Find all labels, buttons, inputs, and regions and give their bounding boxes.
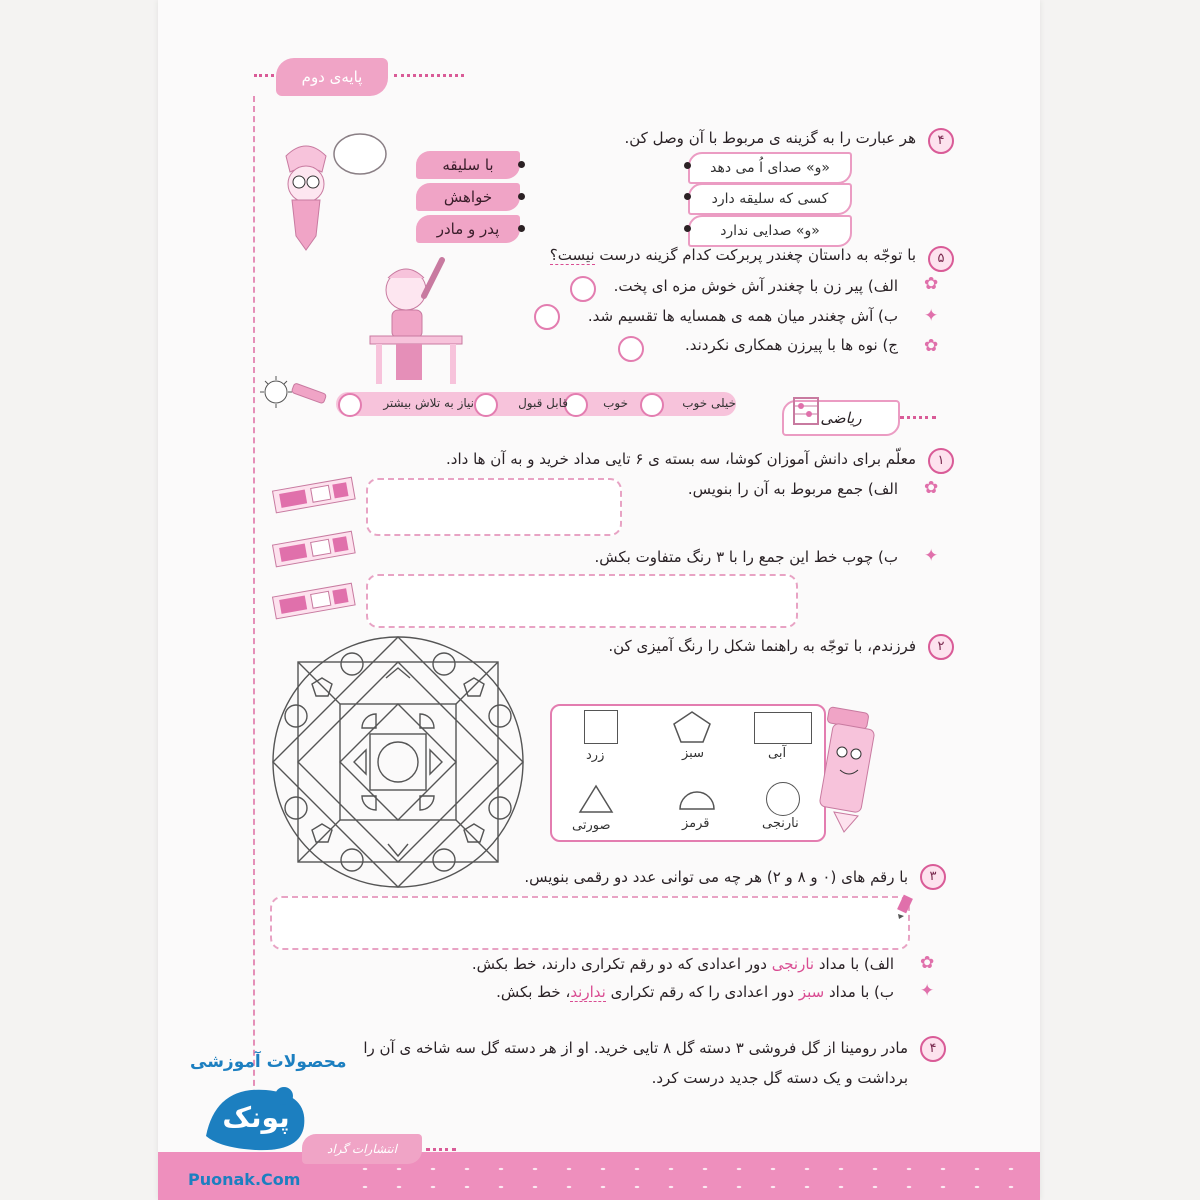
grade-label: پایه‌ی دوم bbox=[301, 68, 363, 86]
rating-option-1-label: خیلی خوب bbox=[682, 396, 736, 410]
match-dot-left-3[interactable] bbox=[518, 225, 525, 232]
header-dots-left bbox=[254, 74, 274, 85]
math-question-number-2: ۲ bbox=[928, 634, 954, 660]
m3-part-b-color: سبز bbox=[798, 983, 825, 1001]
rating-option-3-circle[interactable] bbox=[474, 393, 498, 417]
teacher-illustration bbox=[268, 126, 388, 256]
q5-option-a-circle[interactable] bbox=[570, 276, 596, 302]
rating-option-4-circle[interactable] bbox=[338, 393, 362, 417]
math-section-title: ریاضی bbox=[820, 409, 862, 427]
publisher-banner bbox=[302, 1134, 422, 1164]
q5-option-c-circle[interactable] bbox=[618, 336, 644, 362]
semicircle-shape-icon bbox=[678, 790, 716, 810]
star-icon: ✦ bbox=[924, 546, 939, 566]
q5-option-b: ب) آش چغندر میان همه ی همسایه ها تقسیم شد. bbox=[587, 307, 898, 325]
m3-part-a bbox=[472, 955, 894, 973]
m3-part-b-text-mid: دور اعدادی را که رقم تکراری bbox=[605, 983, 799, 1001]
watermark-url: Puonak.Com bbox=[188, 1170, 301, 1189]
pencil-character-illustration bbox=[814, 706, 884, 834]
legend-label-pink: صورتی bbox=[572, 818, 611, 833]
q5-option-b-circle[interactable] bbox=[534, 304, 560, 330]
match-left-item-2[interactable]: خواهش bbox=[416, 183, 520, 211]
footer-pattern-dots bbox=[348, 1160, 1038, 1196]
rating-option-2-label: خوب bbox=[603, 396, 628, 410]
q5-instruction-emphasis: نیست؟ bbox=[549, 246, 595, 264]
star-icon: ✿ bbox=[920, 953, 935, 973]
triangle-shape-icon bbox=[578, 784, 614, 814]
star-icon: ✿ bbox=[924, 336, 939, 356]
q5-option-c: ج) نوه ها با پیرزن همکاری نکردند. bbox=[684, 336, 898, 354]
square-shape-icon bbox=[584, 710, 618, 744]
pencil-icon bbox=[894, 894, 916, 920]
watermark-logo bbox=[196, 1076, 316, 1158]
math-question-number-4: ۴ bbox=[920, 1036, 946, 1062]
match-dot-right-1[interactable] bbox=[684, 162, 691, 169]
m3-part-b-text-end: ، خط بکش. bbox=[496, 983, 571, 1001]
workbook-page bbox=[158, 0, 1040, 1200]
abacus-icon bbox=[792, 396, 820, 426]
coloring-figure[interactable] bbox=[270, 634, 526, 890]
m3-instruction: با رقم های (۰ و ۸ و ۲) هر چه می توانی عدد دو رقمی بنویس. bbox=[524, 868, 908, 886]
m3-part-a-color: نارنجی bbox=[771, 955, 815, 973]
m3-part-b-text: ب) با مداد bbox=[824, 983, 894, 1001]
rating-option-1-circle[interactable] bbox=[640, 393, 664, 417]
m4-line-2: برداشت و یک دسته گل جدید درست کرد. bbox=[651, 1069, 908, 1087]
match-left-item-3[interactable]: پدر و مادر bbox=[416, 215, 520, 243]
student-illustration bbox=[366, 256, 466, 388]
header-dots-right bbox=[394, 74, 464, 85]
rating-option-3-label: قابل قبول bbox=[518, 396, 568, 410]
pencil-box-icon bbox=[268, 474, 360, 518]
pencil-box-icon bbox=[268, 580, 360, 624]
star-icon: ✿ bbox=[924, 478, 939, 498]
match-right-item-1[interactable]: «و» صدای اُ می دهد bbox=[688, 152, 852, 184]
m4-line-1: مادر رومینا از گل فروشی ۳ دسته گل ۸ تایی خرید. او از هر دسته گل سه شاخه ی آن را bbox=[363, 1039, 908, 1057]
m3-part-a-text: الف) با مداد bbox=[814, 955, 894, 973]
m1-instruction: معلّم برای دانش آموزان کوشا، سه بسته ی ۶ تایی مداد خرید و به آن ها داد. bbox=[446, 450, 916, 468]
m1-tally-answer-box[interactable] bbox=[366, 574, 798, 628]
q4-instruction: هر عبارت را به گزینه ی مربوط با آن وصل کن. bbox=[624, 129, 916, 147]
circle-shape-icon bbox=[766, 782, 800, 816]
rating-option-4-label: نیاز به تلاش بیشتر bbox=[383, 396, 474, 410]
math-question-number-1: ۱ bbox=[928, 448, 954, 474]
m1-sum-answer-box[interactable] bbox=[366, 478, 622, 536]
match-dot-right-3[interactable] bbox=[684, 225, 691, 232]
watermark-logo-text: پونک bbox=[222, 1100, 290, 1134]
m3-part-b-emphasis: ندارند bbox=[570, 983, 606, 1001]
q5-instruction-text: با توجّه به داستان چغندر پربرکت کدام گزینه درست bbox=[594, 246, 916, 264]
m3-part-a-text-end: دور اعدادی که دو رقم تکراری دارند، خط بکش. bbox=[471, 955, 772, 973]
math-question-number-3: ۳ bbox=[920, 864, 946, 890]
margin-dashed-line bbox=[253, 96, 255, 1126]
legend-label-blue: آبی bbox=[768, 746, 787, 761]
match-dot-right-2[interactable] bbox=[684, 193, 691, 200]
pentagon-shape-icon bbox=[672, 710, 712, 744]
m3-part-b bbox=[496, 983, 894, 1001]
legend-label-red: قرمز bbox=[682, 816, 710, 831]
match-right-item-2[interactable]: کسی که سلیقه دارد bbox=[688, 183, 852, 215]
m1-part-a: الف) جمع مربوط به آن را بنویس. bbox=[687, 480, 898, 498]
q5-option-a: الف) پیر زن با چغندر آش خوش مزه ای پخت. bbox=[613, 277, 898, 295]
grade-banner bbox=[276, 58, 388, 96]
question-number-4: ۴ bbox=[928, 128, 954, 154]
rectangle-shape-icon bbox=[754, 712, 812, 744]
m1-part-b: ب) چوب خط این جمع را با ۳ رنگ متفاوت بکش. bbox=[594, 548, 898, 566]
watermark-title: محصولات آموزشی bbox=[190, 1052, 347, 1072]
m3-answer-box[interactable] bbox=[270, 896, 910, 950]
publisher-name: انتشارات گراد bbox=[327, 1142, 397, 1156]
sun-pencil-icon bbox=[258, 372, 330, 412]
section-dots bbox=[900, 416, 936, 425]
q5-instruction bbox=[550, 246, 916, 264]
star-icon: ✿ bbox=[924, 274, 939, 294]
question-number-5: ۵ bbox=[928, 246, 954, 272]
star-icon: ✦ bbox=[924, 306, 939, 326]
match-left-item-1[interactable]: با سلیقه bbox=[416, 151, 520, 179]
m2-instruction: فرزندم، با توجّه به راهنما شکل را رنگ آمیزی کن. bbox=[608, 637, 916, 655]
match-right-item-3[interactable]: «و» صدایی ندارد bbox=[688, 215, 852, 247]
legend-label-yellow: زرد bbox=[586, 748, 605, 763]
match-dot-left-2[interactable] bbox=[518, 193, 525, 200]
footer-dots bbox=[426, 1148, 456, 1157]
pencil-box-icon bbox=[268, 528, 360, 572]
legend-label-orange: نارنجی bbox=[762, 816, 799, 831]
star-icon: ✦ bbox=[920, 981, 935, 1001]
match-dot-left-1[interactable] bbox=[518, 161, 525, 168]
legend-label-green: سبز bbox=[682, 746, 704, 761]
